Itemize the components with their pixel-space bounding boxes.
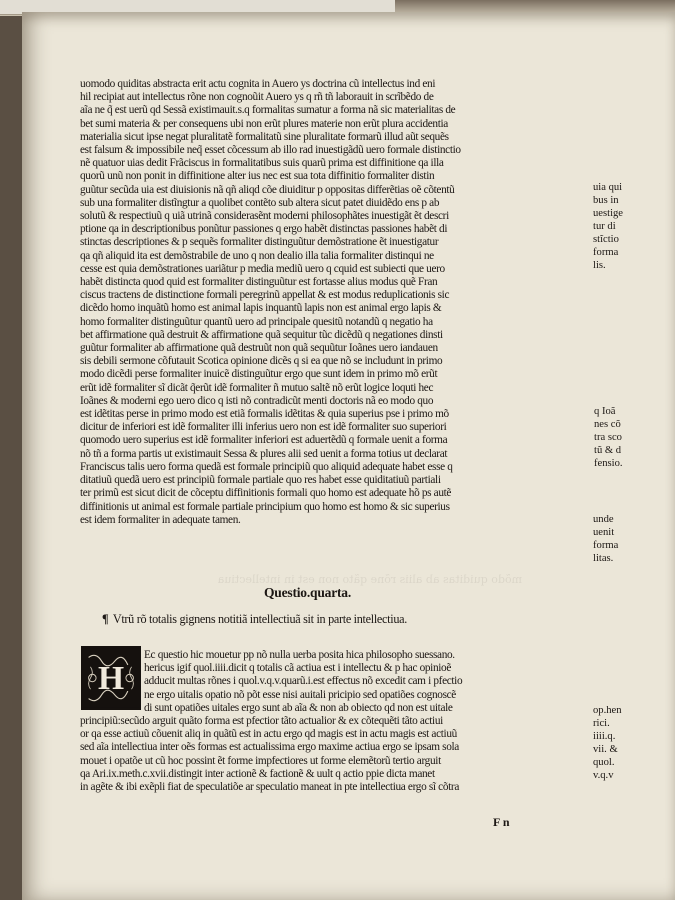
text-line: mouet i opatõe ut cũ hoc possint ẽt forme impfectiores ut forme elemẽtorũ tertio arguit	[80, 754, 441, 767]
text-line: guũtur formaliter ab affirmatione quã destruũt non quã sequũtur Ioãnes uero iandauen	[80, 342, 438, 355]
text-line: nõ tñ a forma partis ut existimauit Sessa & plures alii sed uenit a forma totius ut declarat	[80, 447, 448, 460]
text-line: dicitur de inferiori est idẽ formaliter illi inferius uero non est idẽ formaliter suo superiori	[80, 421, 447, 434]
margin-note-line: tur di	[593, 221, 616, 232]
text-line: quorũ unũ non ponit in diffinitione alter ius nec est sua tota diffinitio formaliter distin	[80, 170, 435, 183]
question-text: Vtrũ rõ totalis gignens notitiã intellectiuã sit in parte intellectiua.	[112, 612, 407, 626]
text-line: est falsum & impossibile neq̃ esset cõcessum ab illo rad inuestigãdũ uero formale distinctio	[80, 144, 461, 157]
text-line: Ec questio hic mouetur pp nõ nulla uerba posita hica philosopho suessano.	[144, 649, 455, 661]
margin-note-formalitas	[593, 513, 618, 565]
text-line: hil recipiat aut intellectus rõne non cognoũit Auero ys q rñ tñ laborauit in scrĩbẽdo de	[80, 91, 434, 104]
text-line: di sunt opatiões uitales ergo sunt ab aĩa & non ab obiecto qd non est uitale	[144, 701, 453, 714]
margin-note-line: tũ & d	[594, 445, 622, 456]
margin-note-line: uia qui	[593, 182, 623, 193]
margin-note-line: quol.	[593, 757, 615, 768]
text-line: modo dicẽdi perse formaliter inuicẽ distinguũtur ergo que sunt idem in primo mõ erũt	[80, 368, 438, 381]
text-line: Ioãnes & moderni ego uero dico q isti nõ contradicũt menti doctoris nã eo modo quo	[80, 394, 434, 407]
text-line: ter primũ est sicut dicit de cõceptu diffinitionis formali quo homo est adequate hõ ps autẽ	[80, 487, 452, 500]
text-line: stinctas descriptiones & p sequẽs formaliter distinguũtur demõstratione ẽt inuestigatur	[80, 236, 439, 249]
text-line: principiũ:secũdo arguit quãto forma est pfectior tãto actualior & ex cõtequẽti tãto actiui	[80, 715, 443, 728]
margin-note-line: unde	[593, 514, 614, 525]
text-line: erũt idẽ formaliter sĩ dicãt q̃erũt idẽ formaliter ñ mutuo saltẽ nõ erũt logice loquti hec	[80, 381, 434, 394]
text-line: qa Ari.ix.meth.c.xvii.distingit inter actionẽ & factionẽ & uult q actio ppie dicta manet	[80, 767, 435, 780]
text-line: habẽt distincta quod quid est formaliter distinguũtur est fortasse alius modus quẽ Fran	[80, 276, 438, 289]
initial-letter: H	[97, 660, 125, 698]
text-line: bet sumi materia & per consequens ubi non erũt plures materie non erũt plura accidentia	[80, 117, 448, 130]
margin-note-line: fensio.	[594, 458, 623, 469]
text-line: or qa esse actiuũ cõuenit aliq in quãtũ est in actu ergo qd magis est in actu magis est actiuũ	[80, 728, 457, 741]
section-heading: Questio.quarta.	[264, 585, 352, 600]
text-line: materialia sicut ipse negat pluralitatẽ formalitatũ sine pluralitate formarũ illud aũt sequẽs	[80, 130, 449, 143]
margin-note-line: lis.	[593, 260, 606, 271]
text-line: cesse est quia demõstrationes uariãtur p media mediũ uero q cquid est subiecti que uero	[80, 262, 445, 275]
pilcrow-mark: ¶	[102, 612, 109, 626]
text-line: sed aĩa intellectiua inter oẽs formas est actualissima ergo maxime actiua ergo se ipsam sola	[80, 741, 459, 754]
text-line: solutũ & respectiuũ q uiã utrinã considerasẽnt moderni philosophãtes inuestigãt ẽt descri	[80, 210, 449, 223]
text-line: hericus igif quol.iiii.dicit q totalis cã actiua est i intellectu & p hac opinioẽ	[144, 662, 452, 675]
body-text-block	[80, 649, 532, 794]
text-line: Franciscus talis uero forma quedã est formale principiũ quo aliquid adequate habet esse q	[80, 460, 453, 473]
text-line: ditatiuũ quedã uero est principiũ formale partiale quo res habet esse quiditatiuũ partiali	[80, 474, 441, 487]
margin-note-line: tra sco	[594, 432, 622, 443]
margin-note-line: op.hen	[593, 705, 622, 716]
margin-note-line: forma	[593, 540, 619, 551]
show-through-text: mõdo quiditas ab aliis rõne qãto non est in intellectiua	[217, 573, 522, 586]
text-line: in agẽte & ibi exẽpli fiat de speculatiõe ar speculatio maneat in pte intellectiua ergo sĩ cõtra	[80, 781, 459, 794]
text-line: est idẽtitas perse in primo modo est etiã formalis idẽtitas & quia superius pse i primo mõ	[80, 408, 449, 421]
text-line: ne ergo uitalis opatio nõ põt esse nisi auitali pricipio sed opatiões cognoscẽ	[144, 688, 456, 701]
text-line: ptione qa in descriptionibus ponũtur passiones q ergo habẽt distinctas passiones habẽt di	[80, 223, 448, 236]
text-line: guũtur secũda uia est diuisionis nã qñ aliqd cõe diuiditur p oppositas differẽtias oẽ cõtentũ	[80, 183, 455, 196]
margin-note-line: bus in	[593, 195, 619, 206]
margin-note-line: iiii.q.	[593, 731, 616, 742]
text-line: ciscus tractens de distinctione formali peregrinũ appellat & est modus reduplicationis sic	[80, 289, 450, 302]
text-line: qa qñ aliquid ita est demõstrabile de uno q non dealio illa talia formaliter distinqui ne	[80, 249, 434, 262]
margin-note-line: forma	[593, 247, 619, 258]
text-line: adducit multas rõnes i quol.v.q.v.quarũ.i.est effectus nõ excedit cam i pfectio	[144, 675, 463, 688]
text-line: dicẽdo homo inquãtũ homo est animal lapis inquantũ lapis non est animal ergo lapis &	[80, 302, 442, 315]
margin-note-line: rici.	[593, 718, 610, 729]
text-line: nẽ quatuor uias dedit Frãciscus in formalitatibus suis quarũ prima est diffinitione qa illa	[80, 157, 444, 170]
margin-note-henrici	[593, 704, 622, 782]
margin-note-line: stĩctio	[593, 234, 619, 245]
margin-note-line: vii. &	[593, 744, 618, 755]
margin-note-line: q Ioã	[594, 406, 616, 417]
text-line: diffinitionis ut animal est formale partiale principium quo homo est homo & sic superius	[80, 500, 450, 513]
text-line: uomodo quiditas abstracta erit actu cognita in Auero ys doctrina cũ intellectus ind eni	[80, 78, 436, 90]
margin-note-distinction	[593, 181, 623, 272]
text-line: bet affirmatione quã destruit & affirmatione quã sequitur tũc dicẽdũ q negationes dinsti	[80, 328, 443, 341]
main-text-block	[80, 78, 532, 527]
text-line: sis debili sermone cõfutauit Scotica opinione dicẽs q si ea que nõ se includunt in primo	[80, 355, 443, 368]
text-line: est idem formaliter in adequate tamen.	[80, 513, 241, 526]
text-line: sub una formaliter distĩngtur a quolibet contẽto sub altera sicut patet diuidẽdo ens p ab	[80, 196, 440, 209]
question-line	[102, 612, 407, 627]
margin-note-line: nes cõ	[594, 419, 621, 430]
text-line: homo formaliter distinguũtur quantũ uero ad principale quesitũ notandũ q negatio ha	[80, 315, 433, 328]
margin-note-line: uestige	[593, 208, 624, 219]
margin-note-ioannes	[594, 405, 623, 470]
margin-note-line: litas.	[593, 553, 614, 564]
text-line: quomodo uero superius est idẽ formaliter inferiori est aduertẽdũ q formale uenit a forma	[80, 434, 448, 447]
margin-note-line: v.q.v	[593, 770, 614, 781]
signature-mark: F n	[493, 815, 510, 829]
text-line: aĩa ne q̃ est uerũ qd Sessã existimauit.s.q formalitas sumatur a forma nã sic materialitas de	[80, 104, 456, 117]
margin-note-line: uenit	[593, 527, 615, 538]
